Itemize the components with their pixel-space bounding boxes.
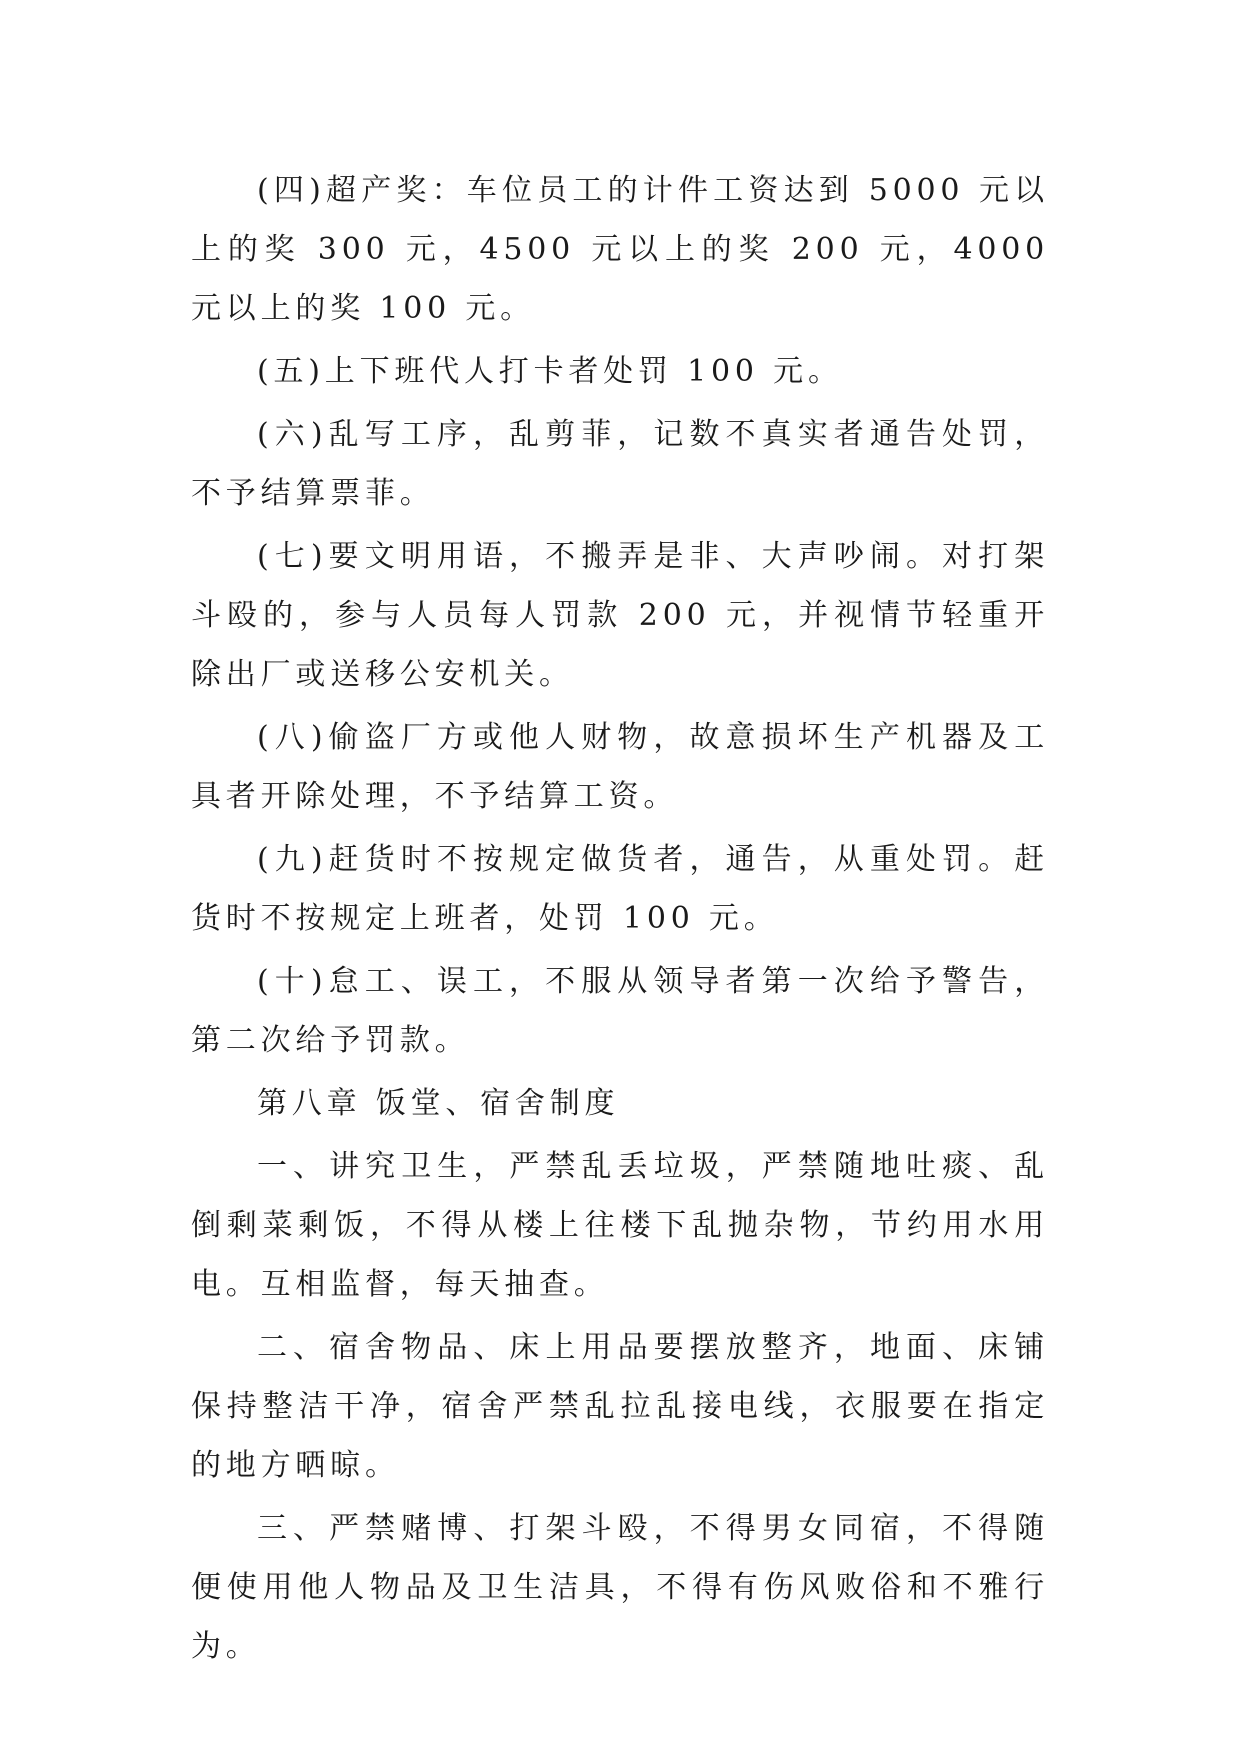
paragraph-false-records: (六)乱写工序，乱剪菲，记数不真实者通告处罚，不予结算票菲。 bbox=[191, 417, 1049, 511]
paragraph-slacking: (十)怠工、误工，不服从领导者第一次给予警告，第二次给予罚款。 bbox=[191, 964, 1049, 1058]
paragraph-overproduction-bonus: (四)超产奖：车位员工的计件工资达到 5000 元以上的奖 300 元，4500 元以上的奖 200 元，4000 元以上的奖 100 元。 bbox=[191, 173, 1049, 326]
paragraph-dorm-conduct: 三、严禁赌博、打架斗殴，不得男女同宿，不得随便使用他人物品及卫生洁具，不得有伤风败俗和不雅行为。 bbox=[191, 1511, 1049, 1664]
paragraph-proxy-clock-in: (五)上下班代人打卡者处罚 100 元。 bbox=[257, 354, 843, 389]
chapter-heading: 第八章 饭堂、宿舍制度 bbox=[257, 1086, 620, 1121]
paragraph-hygiene: 一、讲究卫生，严禁乱丢垃圾，严禁随地吐痰、乱倒剩菜剩饭，不得从楼上往楼下乱抛杂物，节约用水用电。互相监督，每天抽查。 bbox=[191, 1149, 1049, 1302]
document-body bbox=[191, 161, 1049, 1676]
paragraph-dorm-tidiness: 二、宿舍物品、床上用品要摆放整齐，地面、床铺保持整洁干净，宿舍严禁乱拉乱接电线，衣服要在指定的地方晒晾。 bbox=[191, 1330, 1049, 1483]
paragraph-rush-orders: (九)赶货时不按规定做货者，通告，从重处罚。赶货时不按规定上班者，处罚 100 元。 bbox=[191, 842, 1049, 936]
paragraph-theft-damage: (八)偷盗厂方或他人财物，故意损坏生产机器及工具者开除处理，不予结算工资。 bbox=[191, 720, 1049, 814]
paragraph-civil-language: (七)要文明用语，不搬弄是非、大声吵闹。对打架斗殴的，参与人员每人罚款 200 元，并视情节轻重开除出厂或送移公安机关。 bbox=[191, 539, 1049, 692]
